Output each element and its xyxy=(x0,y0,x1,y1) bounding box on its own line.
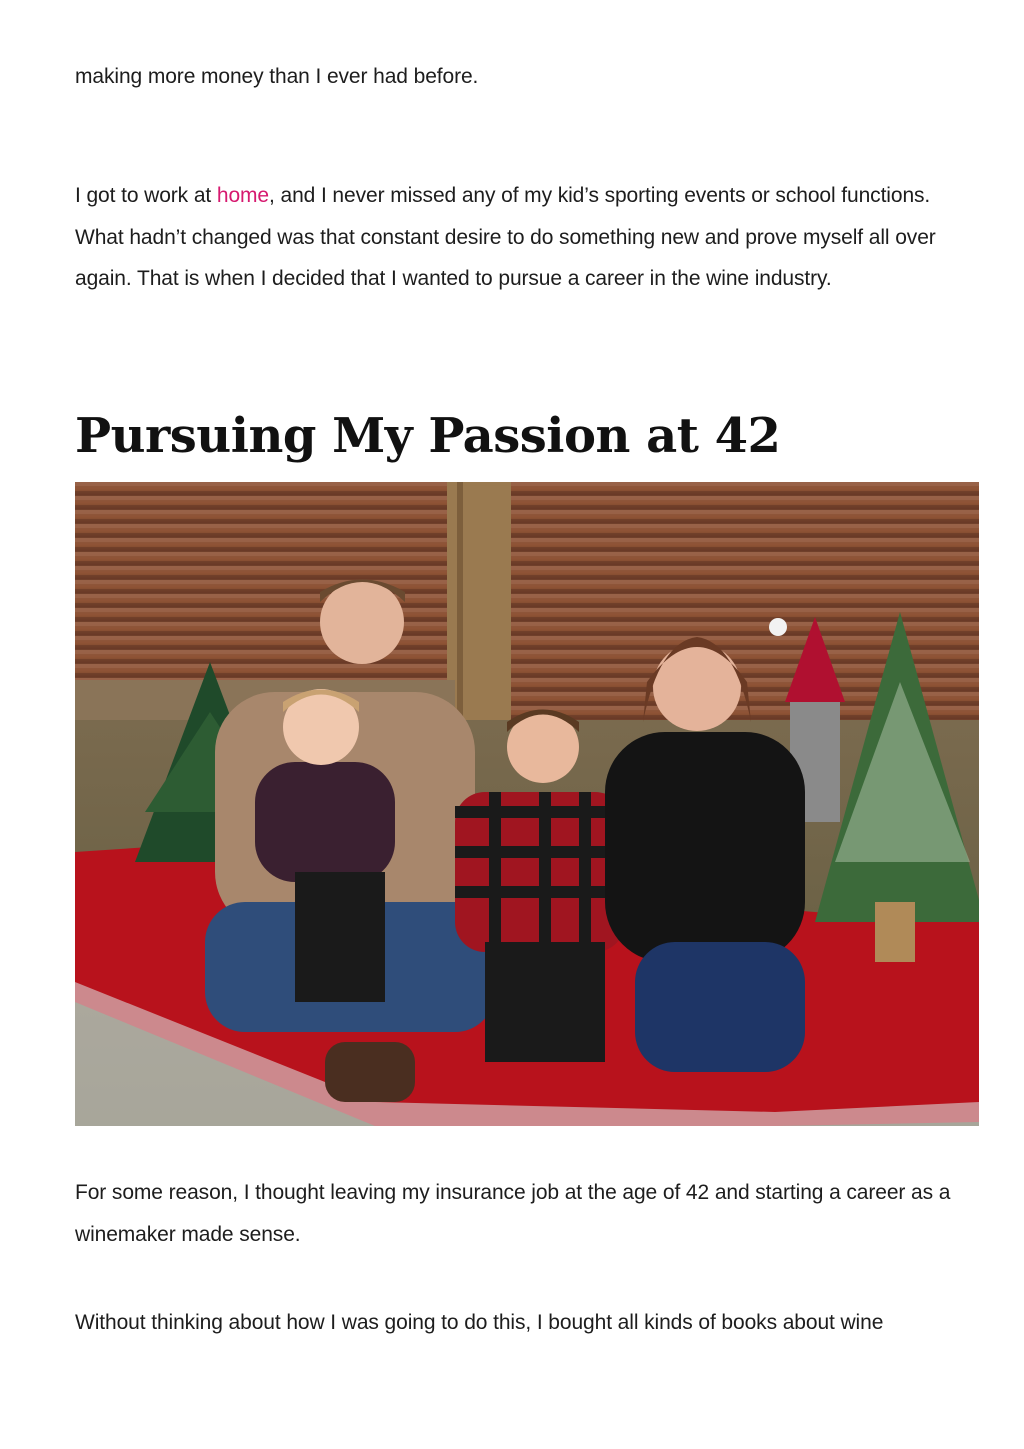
paragraph-text: , and I never missed any of my kid’s sporting events or school functions. What hadn’t changed was that constant desire to do something new and prove myself all over again. That is when I decided that I wanted to pursue a career in the wine industry. xyxy=(75,184,936,290)
paragraph xyxy=(75,175,979,300)
paragraph-text: I got to work at xyxy=(75,184,217,207)
home-link[interactable]: home xyxy=(216,184,270,207)
paragraph: making more money than I ever had before. xyxy=(75,65,479,88)
section-heading: Pursuing My Passion at 42 xyxy=(75,408,781,464)
paragraph: Without thinking about how I was going to do this, I bought all kinds of books about wine xyxy=(75,1311,884,1334)
paragraph: For some reason, I thought leaving my insurance job at the age of 42 and starting a career as a winemaker made sense. xyxy=(75,1181,951,1246)
family-photo xyxy=(75,482,979,1126)
